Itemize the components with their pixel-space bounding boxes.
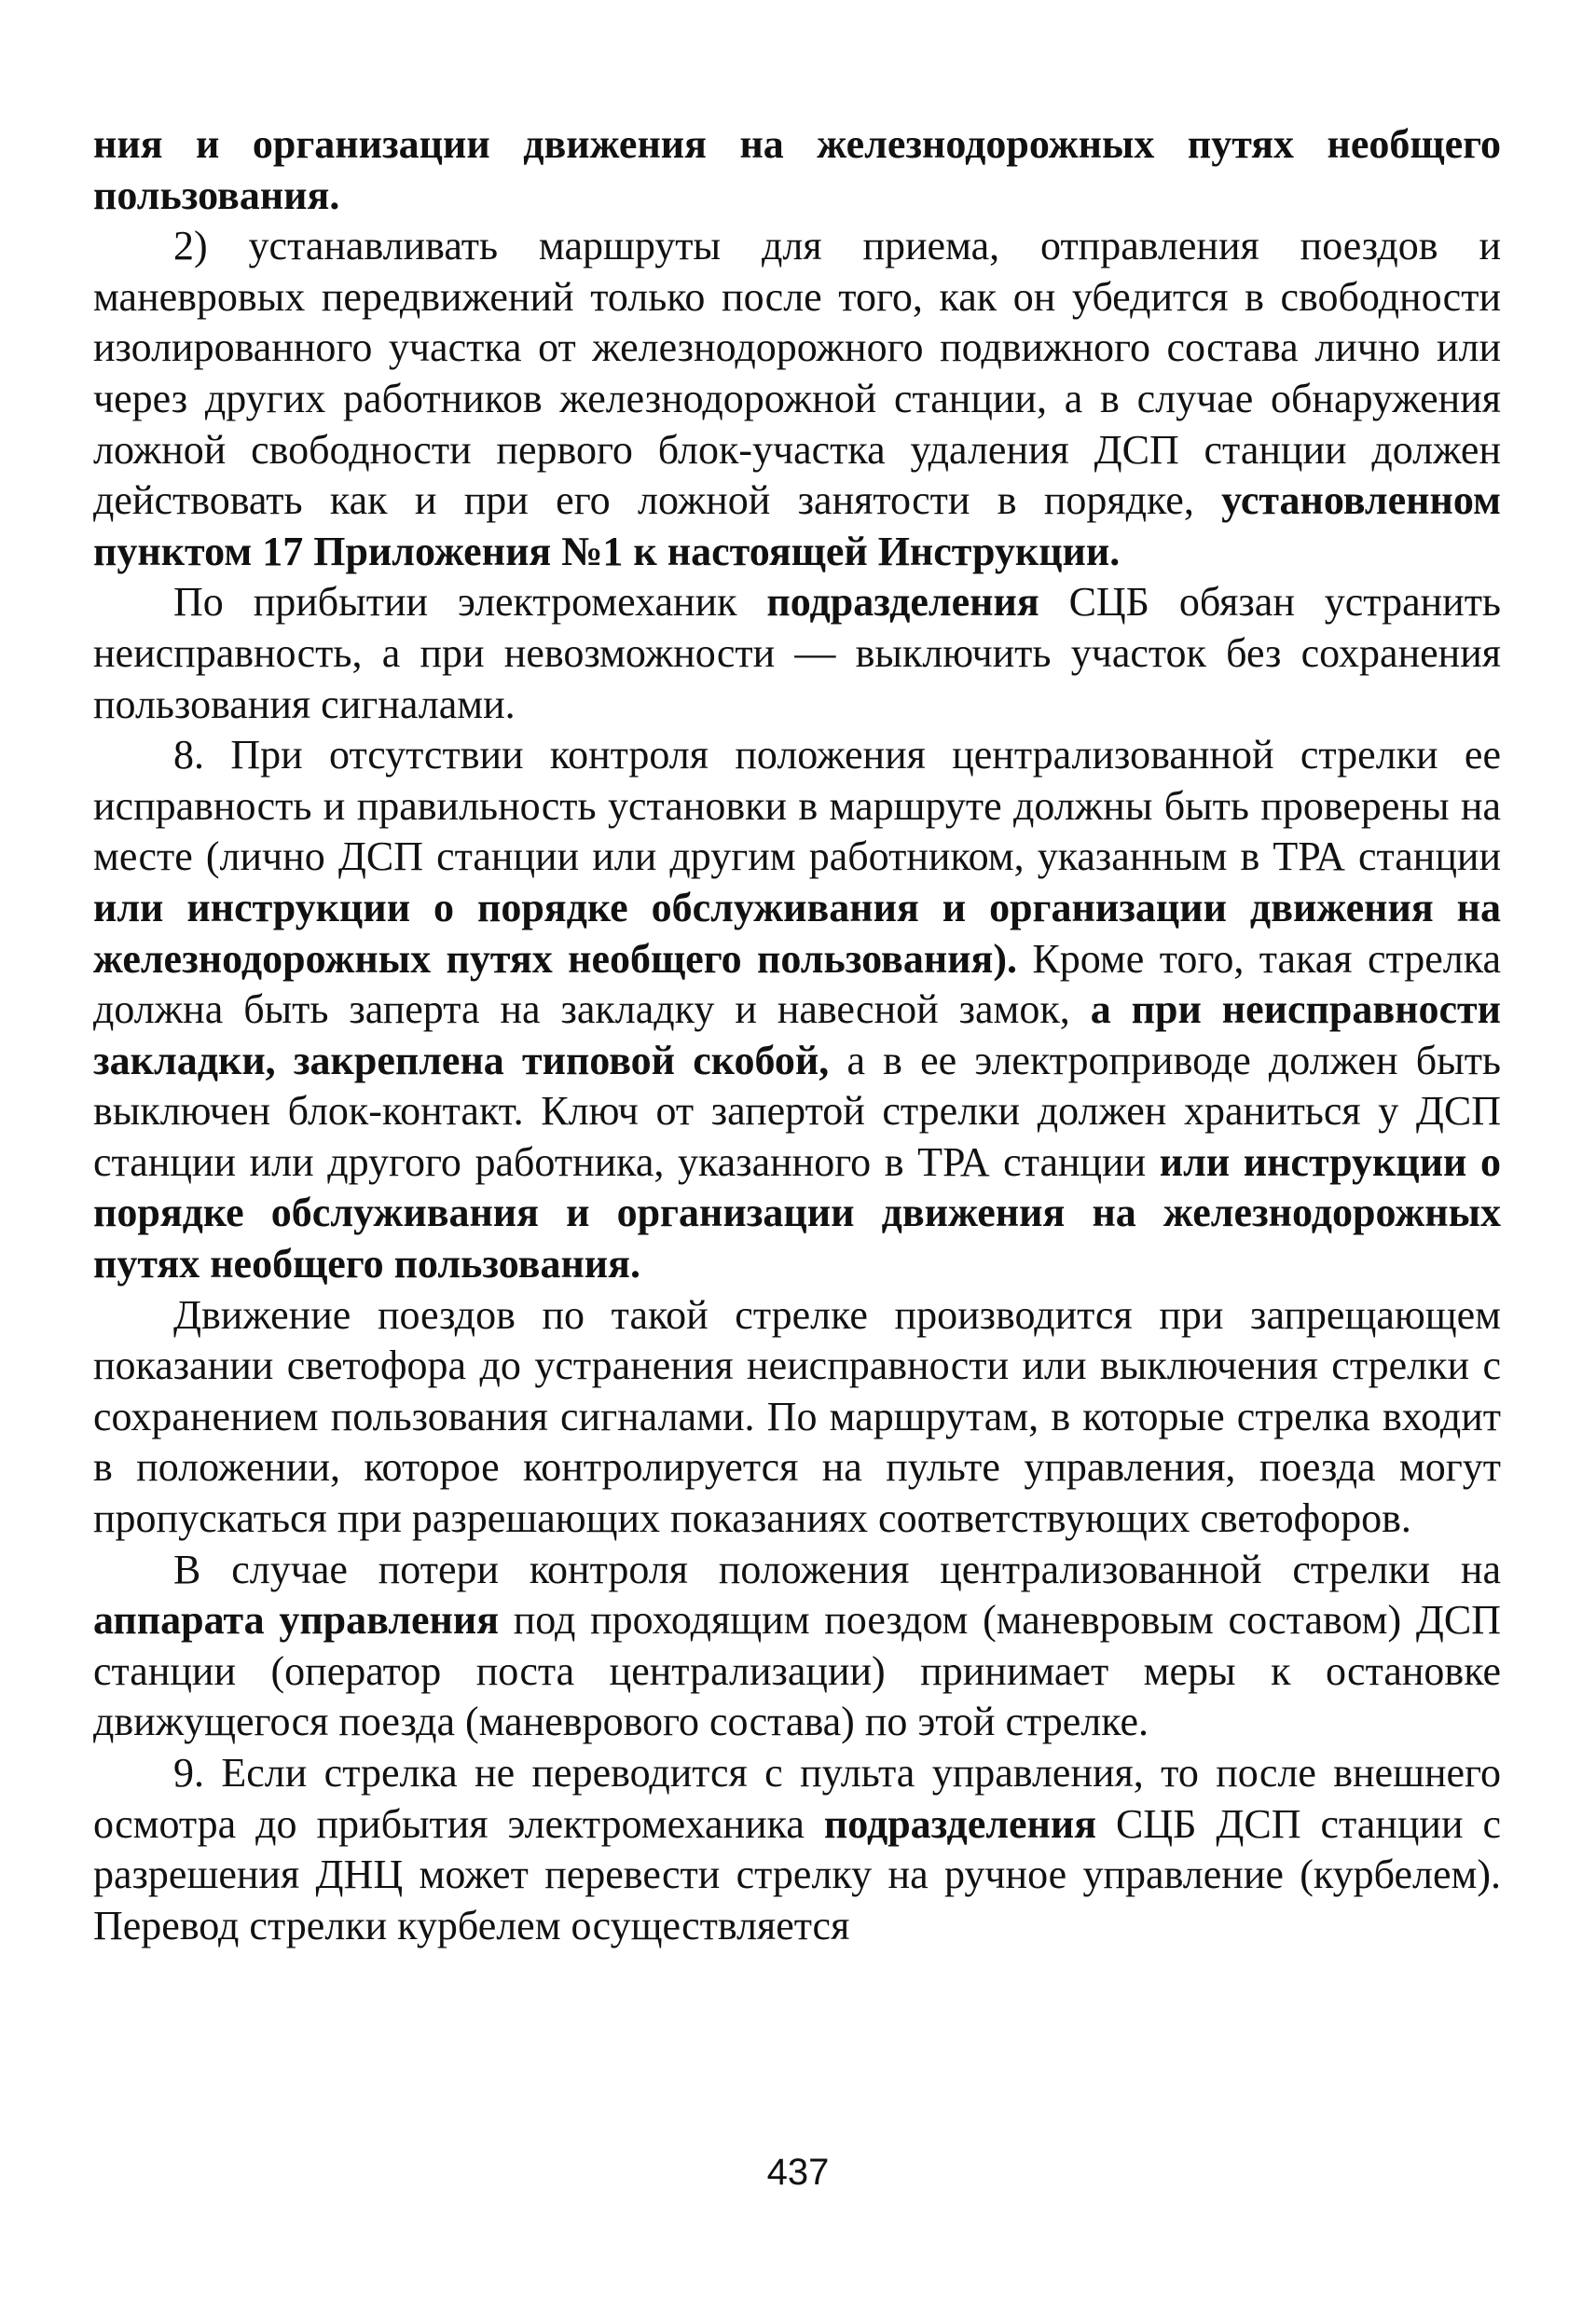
bold-text: или инструкции о порядке обслуживания и организации движения на железнодорожных путях необщего пользования. xyxy=(93,1138,1501,1287)
paragraph-electromechanic xyxy=(93,577,1501,730)
text-segment: Кроме того, такая стрелка должна быть заперта на закладку и навесной замок, xyxy=(93,935,1501,1033)
paragraph-item-2 xyxy=(93,221,1501,577)
paragraph-continuation xyxy=(93,119,1501,221)
bold-text: или инструкции о порядке обслуживания и организации движения на железнодорожных путях необщего пользования). xyxy=(93,884,1501,982)
text-segment: СЦБ обязан устранить неисправность, а при невозможности — выключить участок без сохранения пользования сигналами. xyxy=(93,579,1501,727)
paragraph-train-movement xyxy=(93,1290,1501,1545)
bold-text: подразделения xyxy=(766,579,1039,626)
text-segment: Движение поездов по такой стрелке производится при запрещающем показании светофора до устранения неисправности или выключения стрелки с сохранением пользования сигналами. По маршрутам, в которые стрелка входит в положении, которое контролируется на пульте управления, поезда могут пропускаться при разрешающих показаниях соответствующих светофоров. xyxy=(93,1291,1501,1542)
text-segment: 2) устанавливать маршруты для приема, отправления поездов и маневровых передвижений только после того, как он убедится в свободности изолированного участка от железнодорожного подвижного состава лично или через других работников железнодорожной станции, а в случае обнаружения ложной свободности первого блок-участка удаления ДСП станции должен действовать как и при его ложной занятости в порядке, xyxy=(93,223,1501,524)
text-segment: 9. Если стрелка не переводится с пульта управления, то после внешнего осмотра до прибытия электромеханика xyxy=(93,1750,1501,1847)
document-body xyxy=(93,119,1501,1951)
text-segment: а в ее электроприводе должен быть выключен блок-контакт. Ключ от запертой стрелки должен храниться у ДСП станции или другого работника, указанного в ТРА станции xyxy=(93,1037,1501,1185)
bold-text: а при неисправности закладки, закреплена типовой скобой, xyxy=(93,986,1501,1083)
paragraph-loss-of-control xyxy=(93,1545,1501,1748)
paragraph-item-8 xyxy=(93,730,1501,1290)
paragraph-item-9 xyxy=(93,1748,1501,1951)
page-number: 437 xyxy=(766,2152,830,2193)
text-segment: По прибытии электромеханик xyxy=(173,579,767,626)
text-segment: под проходящим поездом (маневровым составом) ДСП станции (оператор поста централизации) принимает меры к остановке движущегося поезда (маневрового состава) по этой стрелке. xyxy=(93,1597,1501,1745)
bold-text: аппарата управления xyxy=(93,1597,500,1644)
bold-text: установленном пунктом 17 Приложения №1 к настоящей Инструкции. xyxy=(93,477,1501,574)
text-segment: 8. При отсутствии контроля положения централизованной стрелки ее исправность и правильность установки в маршруте должны быть проверены на месте (лично ДСП станции или другим работником, указанным в ТРА станции xyxy=(93,732,1501,880)
bold-text: подразделения xyxy=(823,1800,1097,1847)
text-segment: СЦБ ДСП станции с разрешения ДНЦ может перевести стрелку на ручное управление (курбелем). Перевод стрелки курбелем осуществляется xyxy=(93,1800,1501,1948)
bold-text: ния и организации движения на железнодорожных путях необщего пользования. xyxy=(93,121,1501,218)
text-segment: В случае потери контроля положения централизованной стрелки на xyxy=(173,1546,1501,1592)
